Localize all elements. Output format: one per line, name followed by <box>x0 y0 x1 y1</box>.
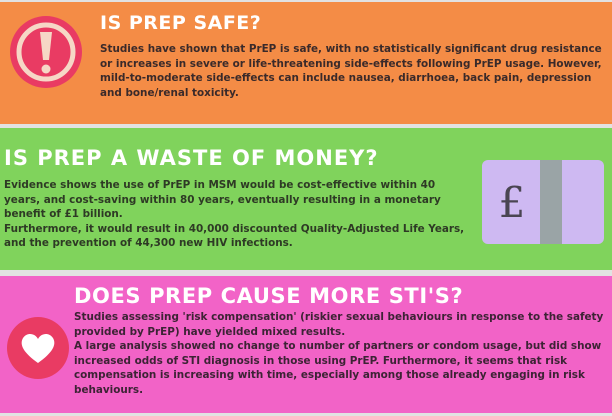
pound-banknote-icon <box>482 160 604 244</box>
section-prep-cost <box>0 128 612 270</box>
section-heading: IS PREP SAFE? <box>100 12 262 34</box>
section-paragraph: A large analysis showed no change to number of partners or condom usage, but did show increased odds of STI diagnosis in those using PrEP. Furthermore, it seems that risk compensation is increasing with time, especially among those already engaging in risk behaviours. <box>74 340 602 396</box>
section-body <box>100 42 606 100</box>
section-paragraph: Studies have shown that PrEP is safe, with no statistically significant drug resistance or increases in severe or life-threatening side-effects following PrEP usage. However, mild-to-moderate side-effects can include nausea, diarrhoea, back pain, depression and bone/renal toxicity. <box>100 43 602 99</box>
section-paragraph: Furthermore, it would result in 40,000 discounted Quality-Adjusted Life Years, and the prevention of 44,300 new HIV infections. <box>4 222 465 249</box>
section-heading: DOES PREP CAUSE MORE STI'S? <box>74 284 464 308</box>
section-prep-sti <box>0 276 612 413</box>
section-heading: IS PREP A WASTE OF MONEY? <box>4 146 379 170</box>
warning-exclamation-icon <box>8 14 84 90</box>
section-body <box>4 178 474 251</box>
heart-icon <box>6 316 70 380</box>
section-body <box>74 310 604 397</box>
section-prep-safe <box>0 2 612 124</box>
pound-symbol: £ <box>498 178 526 227</box>
section-paragraph: Evidence shows the use of PrEP in MSM would be cost-effective within 40 years, and cost-saving within 80 years, eventually resulting in a monetary benefit of £1 billion. <box>4 179 441 220</box>
section-paragraph: Studies assessing 'risk compensation' (riskier sexual behaviours in response to the safety provided by PrEP) have yielded mixed results. <box>74 311 604 338</box>
